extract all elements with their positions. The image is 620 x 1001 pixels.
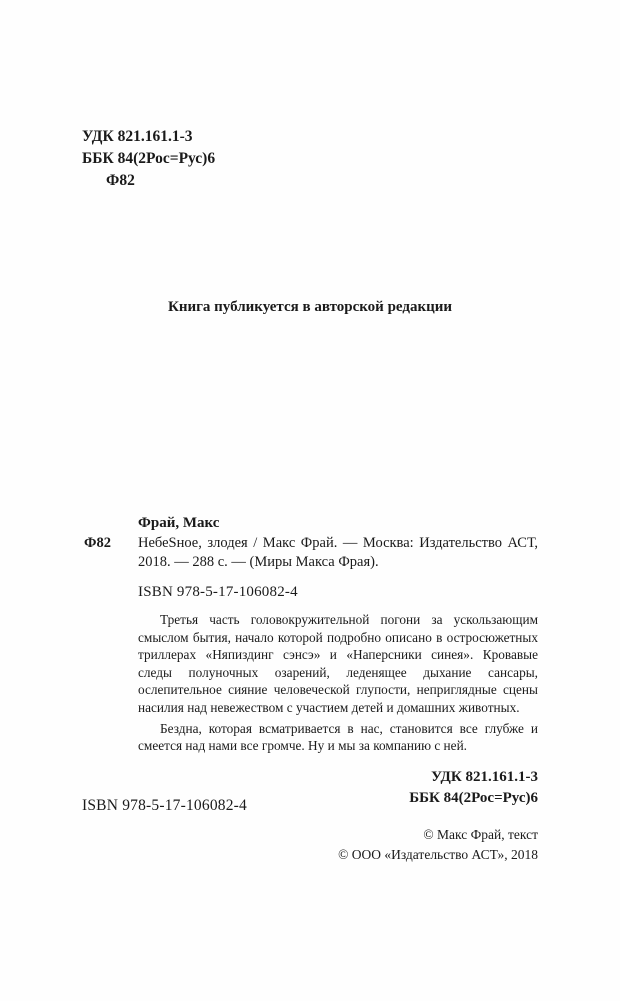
copyright-line: © ООО «Издательство АСТ», 2018 xyxy=(338,847,538,862)
author-name: Фрай, Макс xyxy=(138,515,220,531)
bibliographic-record xyxy=(82,515,538,809)
copyright-block xyxy=(338,825,538,865)
biblio-description-text: НебеSное, злодея / Макс Фрай. — Москва: Издательство АСТ, 2018. — 288 с. — (Миры Макса Фрая). xyxy=(138,535,538,570)
bbk-code-footer: ББК 84(2Рос=Рус)6 xyxy=(409,789,538,806)
bbk-code: ББК 84(2Рос=Рус)6 xyxy=(82,150,216,167)
udk-code: УДК 821.161.1-3 xyxy=(82,128,193,145)
annotation-paragraph: Бездна, которая всматривается в нас, становится все глубже и смеется над нами все громче. Ну и мы за компанию с ней. xyxy=(138,720,538,754)
isbn-primary: ISBN 978-5-17-106082-4 xyxy=(138,584,298,600)
biblio-shelf-code: Ф82 xyxy=(84,535,111,551)
biblio-description-row xyxy=(82,534,538,572)
isbn-footer: ISBN 978-5-17-106082-4 xyxy=(82,797,247,814)
annotation-paragraph: Третья часть головокружительной погони за ускользающим смыслом бытия, начало которой подробно описано в остросюжетных триллерах «Няпиздинг сэнсэ» и «Наперсники синея». Кровавые следы полуночных озарений, леденящее дыхание сансары, ослепительное сияние человеческой глупости, неприглядные сцены насилия над невежеством с участием детей и домашних животных. xyxy=(138,612,538,715)
shelf-code: Ф82 xyxy=(106,172,135,189)
editorial-note: Книга публикуется в авторской редакции xyxy=(167,299,453,315)
copyright-line: © Макс Фрай, текст xyxy=(423,827,538,842)
classification-block xyxy=(82,126,215,192)
annotation xyxy=(138,611,538,755)
udk-code-footer: УДК 821.161.1-3 xyxy=(431,768,538,785)
